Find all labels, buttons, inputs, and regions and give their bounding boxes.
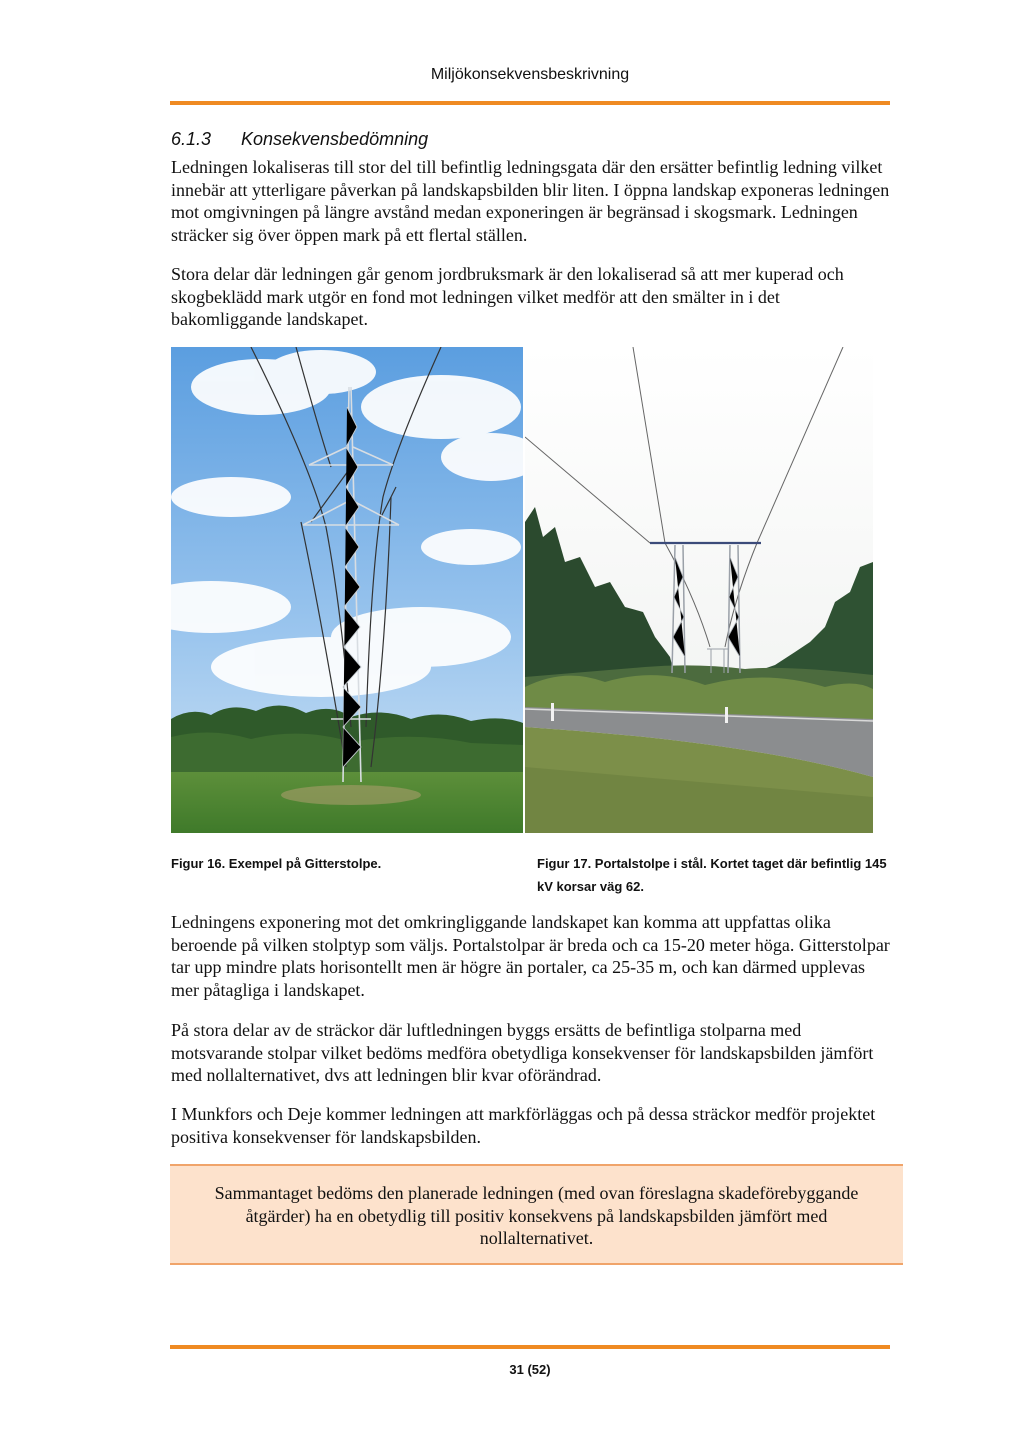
body-paragraph-4: På stora delar av de sträckor där luftledningen byggs ersätts de befintliga stolparna med motsvarande stolpar vilket bedöms medföra obetydliga konsekvenser för landskapsbilden jämfört med nollalternativet, dvs att ledningen blir kvar oförändrad. (171, 1020, 874, 1086)
document-header-title: Miljökonsekvensbeskrivning (430, 66, 630, 83)
section-title: Konsekvensbedömning (241, 129, 429, 149)
summary-box (170, 1164, 903, 1265)
section-number: 6.1.3 (171, 129, 212, 149)
summary-text: Sammantaget bedöms den planerade ledningen (med ovan föreslagna skadeförebyggande åtgärder) ha en obetydlig till positiv konsekvens på landskapsbilden jämfört med nollalternativet. (214, 1183, 859, 1249)
header-rule (170, 101, 890, 105)
body-paragraph-3: Ledningens exponering mot det omkringliggande landskapet kan komma att uppfattas olika beroende på vilken stolptyp som väljs. Portalstolpar är breda och ca 15-20 meter höga. Gitterstolpar tar upp mindre plats horisontellt men är högre än portaler, ca 25-35 m, och kan därmed upplevas mer påtagliga i landskapet. (171, 912, 890, 1001)
figure-17-photo-portal-tower (525, 347, 873, 833)
section-heading (171, 129, 428, 150)
body-paragraph-5: I Munkfors och Deje kommer ledningen att markförläggas och på dessa sträckor medför projektet positiva konsekvenser för landskapsbilden. (171, 1104, 876, 1147)
body-paragraph-2: Stora delar där ledningen går genom jordbruksmark är den lokaliserad så att mer kuperad och skogbeklädd mark utgör en fond mot ledningen vilket medför att den smälter in i det bakomliggande landskapet. (171, 264, 844, 330)
page-number: 31 (52) (509, 1362, 551, 1377)
body-paragraph-1: Ledningen lokaliseras till stor del till befintlig ledningsgata där den ersätter befintlig ledning vilket innebär att ytterligare påverkan på landskapsbilden blir liten. I öppna landskap exponeras ledningen mot omgivningen på längre avstånd medan exponeringen är begränsad i skogsmark. Ledningen sträcker sig över öppen mark på ett flertal ställen. (171, 157, 890, 246)
figure-16-caption: Figur 16. Exempel på Gitterstolpe. (171, 856, 382, 871)
figure-16-photo-lattice-tower (171, 347, 523, 833)
footer-rule (170, 1345, 890, 1349)
figure-17-caption: Figur 17. Portalstolpe i stål. Kortet taget där befintlig 145 kV korsar väg 62. (537, 856, 887, 894)
